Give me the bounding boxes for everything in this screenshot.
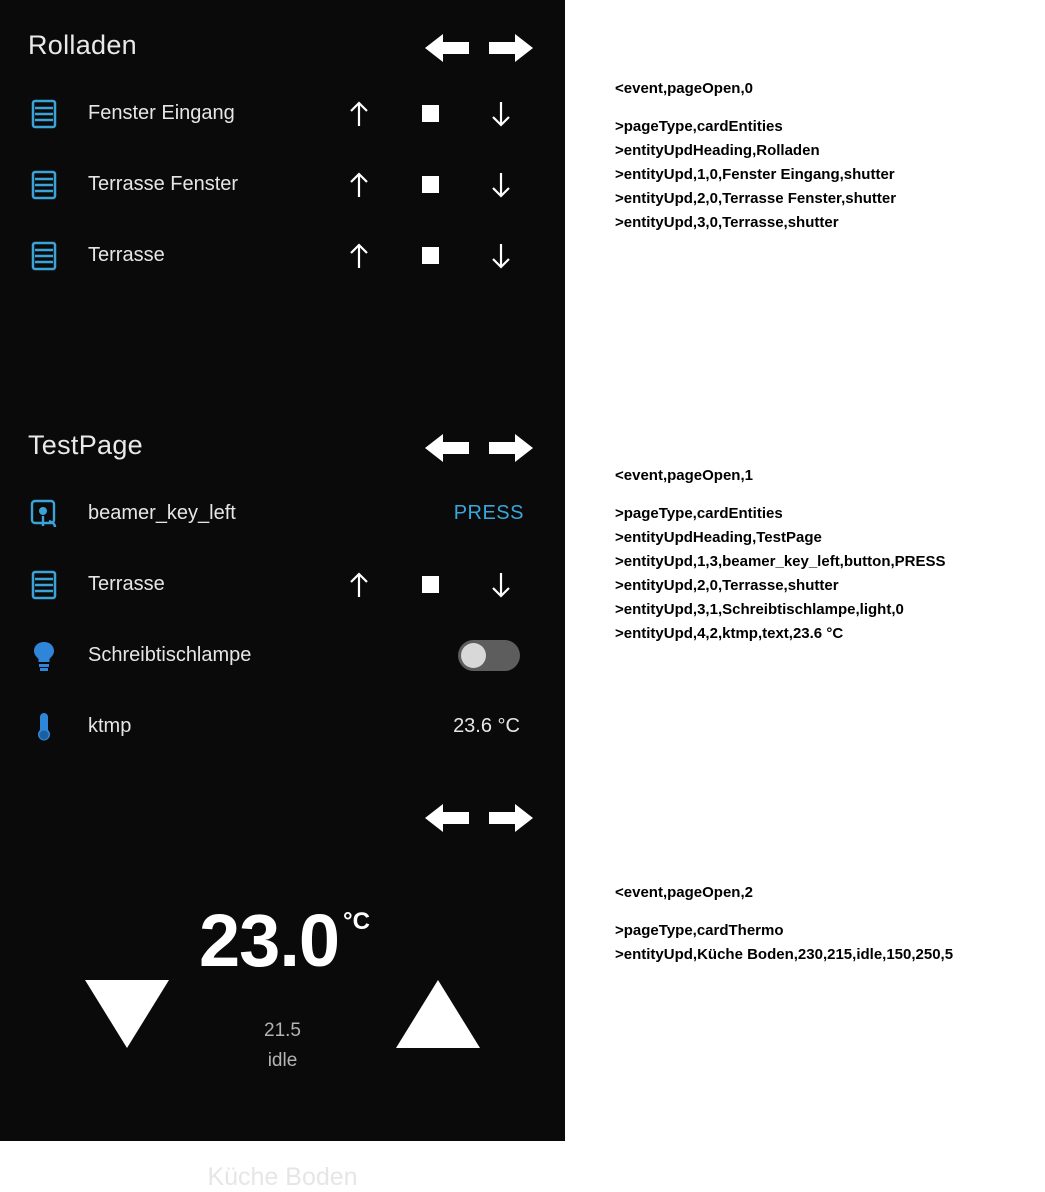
log-event: <event,pageOpen,0 <box>615 80 753 97</box>
shutter-up-button[interactable] <box>335 232 383 280</box>
log-event: <event,pageOpen,1 <box>615 467 753 484</box>
page-rolladen <box>0 0 565 400</box>
shutter-down-button[interactable] <box>477 232 525 280</box>
nav-arrows <box>423 798 543 838</box>
toggle-knob <box>461 643 486 668</box>
thermostat-state: idle <box>267 1050 298 1071</box>
shutter-controls <box>335 161 565 209</box>
log-line: >entityUpdHeading,Rolladen <box>615 142 820 159</box>
page-thermostat <box>0 770 565 1191</box>
log-line: >entityUpd,3,1,Schreibtischlampe,light,0 <box>615 601 904 618</box>
stop-square-icon <box>422 176 439 193</box>
entity-label: Terrasse Fenster <box>88 173 239 195</box>
next-page-button[interactable] <box>485 428 535 468</box>
shutter-icon <box>0 241 88 271</box>
log-line: >entityUpd,2,0,Terrasse,shutter <box>615 577 839 594</box>
stop-square-icon <box>422 247 439 264</box>
arrow-left-icon <box>423 28 473 68</box>
page-title: TestPage <box>28 430 143 460</box>
entity-row[interactable] <box>0 620 565 691</box>
shutter-stop-button[interactable] <box>406 561 454 609</box>
shutter-down-button[interactable] <box>477 561 525 609</box>
shutter-up-button[interactable] <box>335 161 383 209</box>
shutter-stop-button[interactable] <box>406 232 454 280</box>
arrow-up-icon <box>346 171 372 199</box>
press-button[interactable]: PRESS <box>453 502 524 524</box>
nav-arrows <box>423 428 543 468</box>
shutter-down-button[interactable] <box>477 90 525 138</box>
button-icon <box>0 499 88 529</box>
shutter-down-button[interactable] <box>477 161 525 209</box>
shutter-controls <box>335 90 565 138</box>
nav-arrows <box>423 28 543 68</box>
log-line: >entityUpd,3,0,Terrasse,shutter <box>615 214 839 231</box>
log-block <box>615 80 896 235</box>
log-line: >entityUpd,1,0,Fenster Eingang,shutter <box>615 166 895 183</box>
next-page-button[interactable] <box>485 28 535 68</box>
entity-row[interactable] <box>0 78 565 149</box>
arrow-up-icon <box>346 242 372 270</box>
log-block <box>615 884 953 967</box>
thermometer-icon <box>0 711 88 743</box>
log-line: >entityUpd,4,2,ktmp,text,23.6 °C <box>615 625 844 642</box>
log-block <box>615 467 946 646</box>
arrow-right-icon <box>485 28 535 68</box>
log-line: >entityUpd,1,3,beamer_key_left,button,PRESS <box>615 553 946 570</box>
light-toggle[interactable] <box>458 640 520 671</box>
shutter-icon <box>0 570 88 600</box>
thermostat-status <box>0 1016 565 1076</box>
entity-label: Terrasse <box>88 244 165 266</box>
entity-row <box>0 691 565 762</box>
shutter-up-button[interactable] <box>335 561 383 609</box>
current-temperature-value: 21.5 <box>264 1020 301 1041</box>
log-line: >pageType,cardEntities <box>615 505 783 522</box>
entity-label: Schreibtischlampe <box>88 644 252 666</box>
entity-row[interactable] <box>0 549 565 620</box>
shutter-controls <box>335 561 565 609</box>
arrow-up-icon <box>346 100 372 128</box>
stop-square-icon <box>422 576 439 593</box>
log-line: >entityUpdHeading,TestPage <box>615 529 822 546</box>
entity-row[interactable] <box>0 149 565 220</box>
page-header-thermostat <box>0 770 565 848</box>
entity-row[interactable] <box>0 220 565 291</box>
arrow-left-icon <box>423 428 473 468</box>
page-title: Rolladen <box>28 30 137 60</box>
arrow-right-icon <box>485 428 535 468</box>
target-temperature <box>0 898 565 983</box>
arrow-up-icon <box>346 571 372 599</box>
arrow-down-icon <box>488 571 514 599</box>
thermostat-name: Küche Boden <box>207 1163 358 1191</box>
arrow-down-icon <box>488 100 514 128</box>
log-panel <box>565 0 1045 1141</box>
log-line: >pageType,cardEntities <box>615 118 783 135</box>
arrow-down-icon <box>488 242 514 270</box>
previous-page-button[interactable] <box>423 798 473 838</box>
page-header-rolladen <box>0 0 565 78</box>
previous-page-button[interactable] <box>423 428 473 468</box>
shutter-stop-button[interactable] <box>406 161 454 209</box>
shutter-controls <box>335 232 565 280</box>
page-testpage <box>0 400 565 770</box>
entity-value: 23.6 °C <box>453 715 520 737</box>
target-temperature-value: 23.0 <box>199 899 340 982</box>
arrow-right-icon <box>485 798 535 838</box>
entity-row[interactable] <box>0 478 565 549</box>
log-line: >entityUpd,Küche Boden,230,215,idle,150,250,5 <box>615 946 954 963</box>
shutter-up-button[interactable] <box>335 90 383 138</box>
log-line: >entityUpd,2,0,Terrasse Fenster,shutter <box>615 190 897 207</box>
temperature-unit: °C <box>343 908 370 935</box>
entity-label: Terrasse <box>88 573 165 595</box>
entity-rows-rolladen <box>0 78 565 291</box>
arrow-left-icon <box>423 798 473 838</box>
previous-page-button[interactable] <box>423 28 473 68</box>
arrow-down-icon <box>488 171 514 199</box>
shutter-icon <box>0 99 88 129</box>
log-event: <event,pageOpen,2 <box>615 884 753 901</box>
page-header-testpage <box>0 400 565 478</box>
entity-rows-testpage <box>0 478 565 762</box>
entity-label: beamer_key_left <box>88 502 236 524</box>
shutter-stop-button[interactable] <box>406 90 454 138</box>
shutter-icon <box>0 170 88 200</box>
entity-label: ktmp <box>88 715 132 737</box>
bulb-icon <box>0 640 88 672</box>
entity-label: Fenster Eingang <box>88 102 235 124</box>
stop-square-icon <box>422 105 439 122</box>
next-page-button[interactable] <box>485 798 535 838</box>
log-line: >pageType,cardThermo <box>615 922 784 939</box>
thermostat-body <box>0 848 565 1191</box>
